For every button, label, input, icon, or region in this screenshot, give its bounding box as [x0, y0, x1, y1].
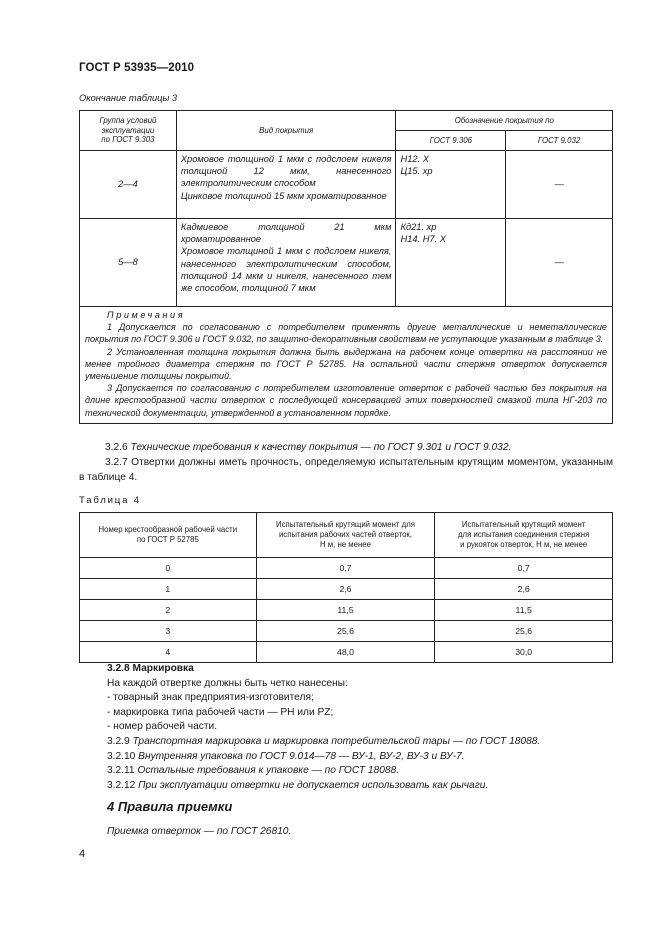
- header-torque-working: Испытательный крутящий момент для испытания рабочих частей отверток, Н м, не менее: [256, 513, 435, 558]
- header-gost9306: ГОСТ 9.306: [396, 131, 506, 151]
- header-torque-joint: Испытательный крутящий момент для испытания соединения стержня и рукояток отверток, Н м, не менее: [435, 513, 613, 558]
- marking-block: [107, 662, 613, 793]
- cell-gost9032: —: [506, 151, 613, 219]
- header-group: Группа условий эксплуатации по ГОСТ 9.303: [80, 111, 177, 151]
- table-notes: [80, 307, 613, 424]
- torque-table: [79, 512, 613, 663]
- coating-table: [79, 110, 613, 424]
- clause-3-2-7: 3.2.7 Отвертки должны иметь прочность, определяемую испытательным крутящим моментом, указанным в таблице 4.: [79, 457, 613, 483]
- list-item: - товарный знак предприятия-изготовителя;: [107, 692, 314, 704]
- page-number: 4: [79, 848, 86, 860]
- cell-group: 2—4: [80, 151, 177, 219]
- table-row: 1 2,6 2,6: [80, 579, 613, 600]
- table-row: 4 48,0 30,0: [80, 642, 613, 663]
- note-1: 1 Допускается по согласованию с потребителем применять другие металлические и неметаллические покрытия по ГОСТ 9.306 и ГОСТ 9.032, по защитно-декоративным свойствам не уступающие указанным в таблице 3.: [85, 322, 607, 345]
- marking-title: 3.2.8 Маркировка: [107, 663, 194, 674]
- table-row: 0 0,7 0,7: [80, 558, 613, 579]
- section-4-title: 4 Правила приемки: [107, 799, 233, 814]
- list-item: - маркировка типа рабочей части — PH или PZ;: [107, 706, 334, 718]
- table4-caption: Таблица 4: [79, 495, 141, 506]
- notes-title: Примечания: [107, 310, 186, 320]
- header-kind: Вид покрытия: [176, 111, 396, 151]
- notes-row: [80, 307, 613, 424]
- note-3: 3 Допускается по согласованию с потребителем изготовление отверток с рабочей частью без покрытия на длине крестообразной части отверток с последующей консервацией этих поверхностей смазкой типа НГ-203 по технической документации, утвержденной в установленном порядке.: [85, 383, 607, 418]
- table3-caption: Окончание таблицы 3: [79, 93, 178, 103]
- clause-3-2-6: 3.2.6 Технические требования к качеству покрытия — по ГОСТ 9.301 и ГОСТ 9.032.: [105, 442, 512, 453]
- header-gost9032: ГОСТ 9.032: [506, 131, 613, 151]
- table-row: [80, 151, 613, 219]
- clause-3-2-10: 3.2.10 Внутренняя упаковка по ГОСТ 9.014—78 — ВУ-1, ВУ-2, ВУ-3 и ВУ-7.: [107, 750, 465, 762]
- document-header: ГОСТ Р 53935—2010: [79, 62, 195, 74]
- clause-3-2-9: 3.2.9 Транспортная маркировка и маркировка потребительской тары — по ГОСТ 18088.: [107, 735, 541, 747]
- table-row: 2 11,5 11,5: [80, 600, 613, 621]
- list-item: - номер рабочей части.: [107, 721, 218, 733]
- cell-gost9032: —: [506, 219, 613, 307]
- clause-3-2-12: 3.2.12 При эксплуатации отвертки не допускается использовать как рычаги.: [107, 779, 489, 791]
- header-designation: Обозначение покрытия по: [396, 111, 613, 131]
- cell-codes: Н12. Х Ц15. хр: [396, 151, 506, 219]
- section-4-text: Приемка отверток — по ГОСТ 26810.: [107, 826, 292, 837]
- header-part-number: Номер крестообразной рабочей части по ГОСТ Р 52785: [80, 513, 257, 558]
- cell-codes: Кд21. хр Н14. Н7. Х: [396, 219, 506, 307]
- cell-kind: Хромовое толщиной 1 мкм с подслоем никеля толщиной 12 мкм, нанесенного электролитическим способом Цинковое толщиной 15 мкм хроматированное: [176, 151, 396, 219]
- table-row: 3 25,6 25,6: [80, 621, 613, 642]
- cell-kind: Кадмиевое толщиной 21 мкм хроматированное Хромовое толщиной 1 мкм с подслоем никеля, нанесенного электролитическим способом, толщиной 14 мкм и никеля, нанесенного тем же способом, толщиной 7 мкм: [176, 219, 396, 307]
- table-row: [80, 219, 613, 307]
- cell-group: 5—8: [80, 219, 177, 307]
- marking-intro: На каждой отвертке должны быть четко нанесены:: [107, 677, 348, 689]
- clause-3-2-11: 3.2.11 Остальные требования к упаковке — по ГОСТ 18088.: [107, 765, 400, 777]
- note-2: 2 Установленная толщина покрытия должна быть выдержана на рабочем конце отвертки на расстоянии не менее тройного диаметра стержня по ГОСТ Р 52785. На остальной части стержня отверток допускается уменьшение толщины покрытий.: [85, 346, 607, 382]
